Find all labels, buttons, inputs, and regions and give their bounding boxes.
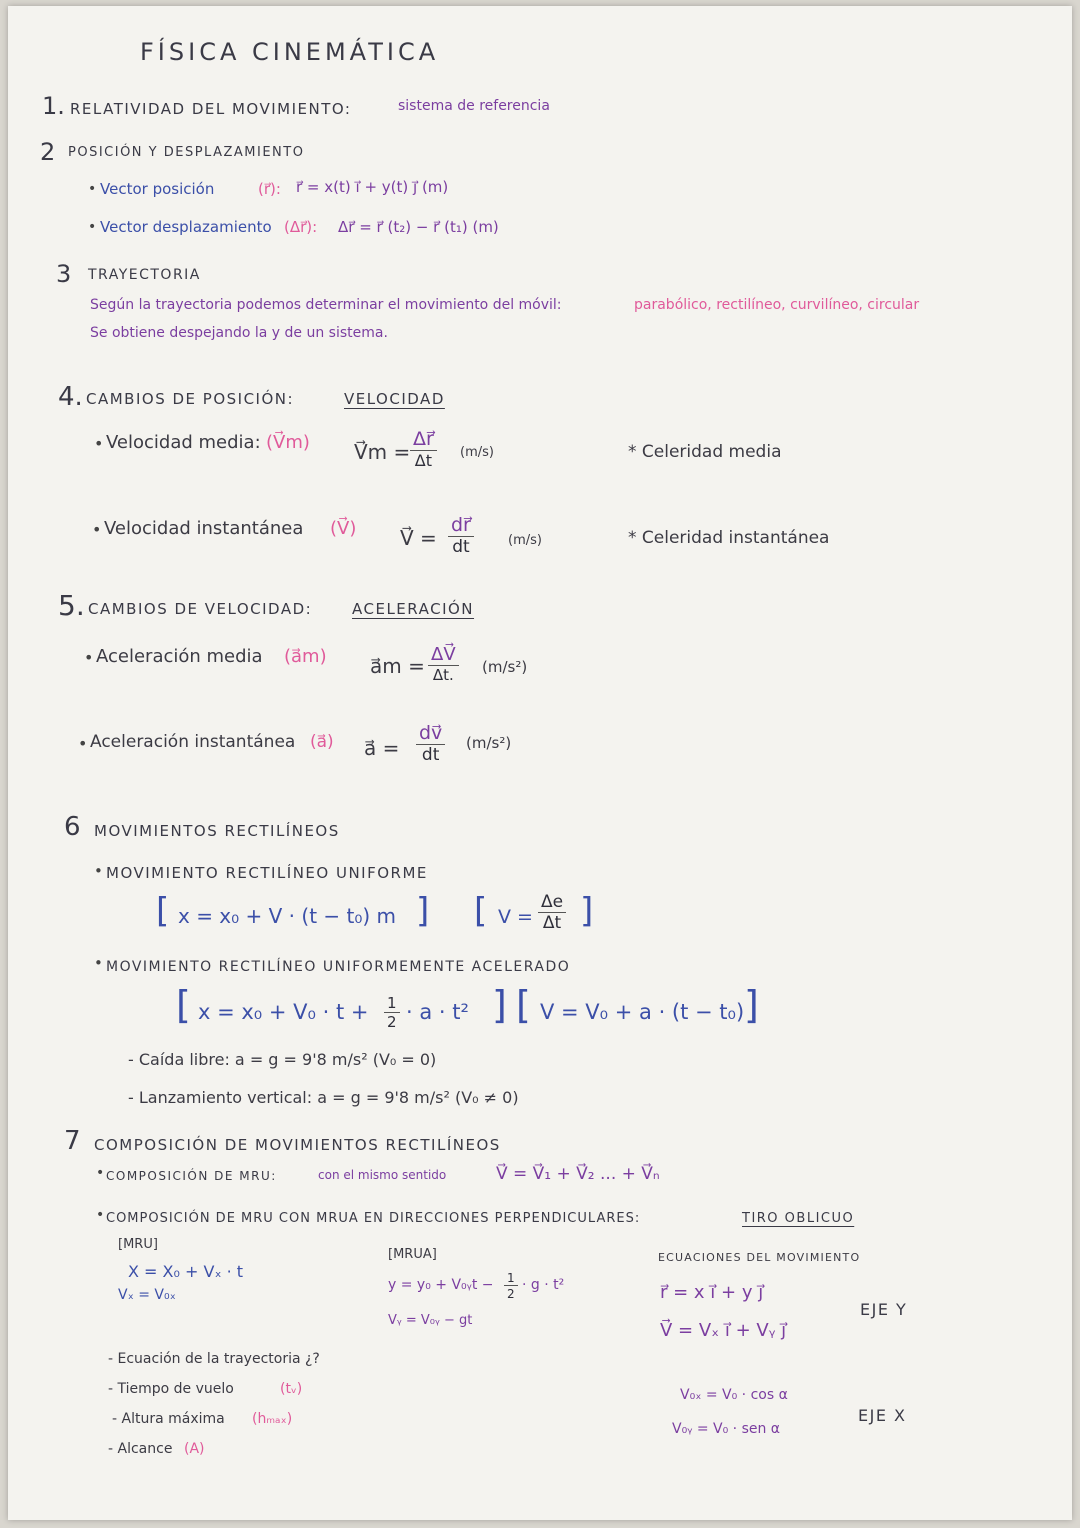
position-vector-formula: r⃗ = x(t) i⃗ + y(t) j⃗ (m) xyxy=(296,178,449,196)
trajectory-text-1: Según la trayectoria podemos determinar el movimiento del móvil: xyxy=(90,297,562,313)
axis-y-label: EJE Y xyxy=(860,1300,908,1319)
mrua-position-formula-a: x = x₀ + V₀ · t + xyxy=(198,1000,369,1024)
instant-velocity-label: Velocidad instantánea xyxy=(104,518,304,539)
mean-acceleration-unit: (m/s²) xyxy=(482,658,528,676)
mean-acceleration-symbol: (a⃗m) xyxy=(284,646,327,667)
flight-time-item: - Tiempo de vuelo xyxy=(108,1381,234,1397)
composition-mru-label: COMPOSICIÓN DE MRU: xyxy=(106,1169,277,1183)
fraction-denominator: 2 xyxy=(387,1013,397,1031)
flight-time-symbol: (tᵥ) xyxy=(280,1381,303,1397)
instant-acceleration-unit: (m/s²) xyxy=(466,734,512,752)
instant-velocity-symbol: (V⃗) xyxy=(330,518,357,539)
vox-equation: V₀ₓ = V₀ · cos α xyxy=(680,1387,788,1403)
bracket-left: [ xyxy=(176,983,191,1027)
notebook-page xyxy=(8,6,1072,1520)
bullet: • xyxy=(78,734,88,753)
free-fall-line: - Caída libre: a = g = 9'8 m/s² (V₀ = 0) xyxy=(128,1050,437,1069)
vertical-launch-line: - Lanzamiento vertical: a = g = 9'8 m/s² (V₀ ≠ 0) xyxy=(128,1088,519,1107)
fraction-denominator: Δt. xyxy=(432,666,454,684)
fraction-denominator: dt xyxy=(452,537,470,557)
mru-block-label: [MRU] xyxy=(118,1237,158,1252)
position-vector-symbol: (r⃗): xyxy=(258,180,281,198)
axis-x-label: EJE X xyxy=(858,1406,907,1425)
instant-acceleration-fraction xyxy=(416,724,445,764)
composition-mru-formula: V⃗ = V⃗₁ + V⃗₂ ... + V⃗ₙ xyxy=(496,1164,660,1184)
instant-acceleration-label: Aceleración instantánea xyxy=(90,732,296,752)
fraction-denominator: dt xyxy=(421,745,440,765)
section-4-title: CAMBIOS DE POSICIÓN: xyxy=(86,390,295,408)
mrua-position-formula-b: · a · t² xyxy=(406,1000,469,1024)
bracket-left: [ xyxy=(474,891,488,931)
section-6-title: MOVIMIENTOS RECTILÍNEOS xyxy=(94,822,340,840)
equations-of-motion-label: ECUACIONES DEL MOVIMIENTO xyxy=(658,1251,861,1264)
bullet: • xyxy=(94,434,104,453)
bracket-right: ] xyxy=(744,983,759,1027)
mean-acceleration-label: Aceleración media xyxy=(96,646,263,667)
section-5-title-aceleracion: ACELERACIÓN xyxy=(352,600,475,618)
range-symbol: (A) xyxy=(184,1441,205,1457)
bullet: • xyxy=(92,520,102,539)
instant-acceleration-symbol: (a⃗) xyxy=(310,732,334,752)
mean-velocity-unit: (m/s) xyxy=(460,445,494,460)
range-item: - Alcance xyxy=(108,1441,173,1457)
bullet: • xyxy=(88,219,97,235)
bullet: • xyxy=(96,1165,105,1181)
mrua-velocity-formula: V = V₀ + a · (t − t₀) xyxy=(540,1000,745,1024)
section-2-number: 2 xyxy=(40,138,56,166)
bullet: • xyxy=(96,1207,105,1223)
fraction-numerator: ΔV⃗ xyxy=(428,646,459,666)
trajectory-types: parabólico, rectilíneo, curvilíneo, circular xyxy=(634,297,920,313)
mru-velocity-fraction xyxy=(538,894,566,932)
bullet: • xyxy=(94,862,103,880)
mean-velocity-lhs: V⃗m = xyxy=(354,440,411,464)
mrua-title: MOVIMIENTO RECTILÍNEO UNIFORMEMENTE ACELERADO xyxy=(106,959,571,975)
instant-celerity-note: * Celeridad instantánea xyxy=(628,528,830,548)
oblique-shot-label: TIRO OBLICUO xyxy=(742,1211,855,1226)
mrua-half-fraction-2 xyxy=(504,1272,518,1300)
fraction-denominator: Δt xyxy=(414,451,433,470)
max-height-item: - Altura máxima xyxy=(112,1411,225,1427)
page-title: FÍSICA CINEMÁTICA xyxy=(140,38,440,66)
mean-velocity-symbol: (V⃗m) xyxy=(266,432,310,453)
section-1-note: sistema de referencia xyxy=(398,98,550,114)
mru-vx-equation: Vₓ = V₀ₓ xyxy=(118,1287,176,1303)
mrua-block-label: [MRUA] xyxy=(388,1247,437,1262)
instant-acceleration-lhs: a⃗ = xyxy=(364,736,400,760)
section-1-number: 1. xyxy=(42,92,65,120)
position-vector-label: Vector posición xyxy=(100,180,215,198)
instant-velocity-unit: (m/s) xyxy=(508,533,542,548)
fraction-numerator: Δr⃗ xyxy=(410,430,437,451)
mrua-vy-equation: Vᵧ = V₀ᵧ − gt xyxy=(388,1313,473,1328)
bracket-right: ] xyxy=(580,891,594,931)
composition-mru-note: con el mismo sentido xyxy=(318,1168,447,1182)
section-5-title: CAMBIOS DE VELOCIDAD: xyxy=(88,600,313,618)
instant-velocity-fraction xyxy=(448,516,474,556)
fraction-numerator: Δe xyxy=(538,894,566,913)
section-4-title-velocidad: VELOCIDAD xyxy=(344,390,445,408)
mru-title: MOVIMIENTO RECTILÍNEO UNIFORME xyxy=(106,864,428,882)
position-vector-equation: r⃗ = x i⃗ + y j⃗ xyxy=(660,1282,764,1303)
displacement-vector-formula: Δr⃗ = r⃗ (t₂) − r⃗ (t₁) (m) xyxy=(338,218,499,236)
section-4-number: 4. xyxy=(58,382,83,412)
mean-celerity-note: * Celeridad media xyxy=(628,442,782,462)
section-1-title: RELATIVIDAD DEL MOVIMIENTO: xyxy=(70,100,352,118)
section-5-number: 5. xyxy=(58,589,85,622)
composition-oblique-label: COMPOSICIÓN DE MRU CON MRUA EN DIRECCIONES PERPENDICULARES: xyxy=(106,1211,641,1226)
section-2-title: POSICIÓN Y DESPLAZAMIENTO xyxy=(68,145,305,160)
bullet: • xyxy=(94,954,103,972)
mrua-y-equation: y = y₀ + V₀ᵧt − xyxy=(388,1277,494,1293)
fraction-numerator: 1 xyxy=(384,996,400,1013)
mean-acceleration-lhs: a⃗m = xyxy=(370,654,425,678)
max-height-symbol: (hₘₐₓ) xyxy=(252,1411,293,1427)
mrua-y-equation-b: · g · t² xyxy=(522,1277,565,1293)
section-3-title: TRAYECTORIA xyxy=(88,267,201,283)
voy-equation: V₀ᵧ = V₀ · sen α xyxy=(672,1421,781,1437)
trajectory-text-2: Se obtiene despejando la y de un sistema. xyxy=(90,325,388,341)
bracket-left: [ xyxy=(156,891,170,931)
fraction-numerator: dr⃗ xyxy=(448,516,474,537)
bracket-right: ] xyxy=(416,891,430,931)
mru-position-formula: x = x₀ + V · (t − t₀) m xyxy=(178,904,397,928)
section-7-title: COMPOSICIÓN DE MOVIMIENTOS RECTILÍNEOS xyxy=(94,1136,501,1154)
mean-velocity-fraction xyxy=(410,430,437,469)
section-6-number: 6 xyxy=(64,812,81,842)
trajectory-item: - Ecuación de la trayectoria ¿? xyxy=(108,1351,320,1367)
mru-velocity-lhs: V = xyxy=(498,906,533,928)
displacement-vector-label: Vector desplazamiento xyxy=(100,218,272,236)
bullet: • xyxy=(84,648,94,667)
bullet: • xyxy=(88,181,97,197)
instant-velocity-lhs: V⃗ = xyxy=(400,526,437,550)
mrua-half-fraction xyxy=(384,996,400,1030)
mean-velocity-label: Velocidad media: xyxy=(106,432,261,453)
displacement-vector-symbol: (Δr⃗): xyxy=(284,218,318,236)
section-7-number: 7 xyxy=(64,1126,81,1156)
bracket-left: [ xyxy=(516,983,531,1027)
fraction-numerator: 1 xyxy=(504,1272,518,1286)
fraction-denominator: Δt xyxy=(542,913,562,933)
mru-x-equation: X = X₀ + Vₓ · t xyxy=(128,1262,244,1281)
section-3-number: 3 xyxy=(56,260,72,288)
bracket-right: ] xyxy=(492,983,507,1027)
mean-acceleration-fraction xyxy=(428,646,459,683)
fraction-numerator: dv⃗ xyxy=(416,724,445,745)
velocity-vector-equation: V⃗ = Vₓ i⃗ + Vᵧ j⃗ xyxy=(660,1320,787,1341)
fraction-denominator: 2 xyxy=(507,1287,515,1301)
